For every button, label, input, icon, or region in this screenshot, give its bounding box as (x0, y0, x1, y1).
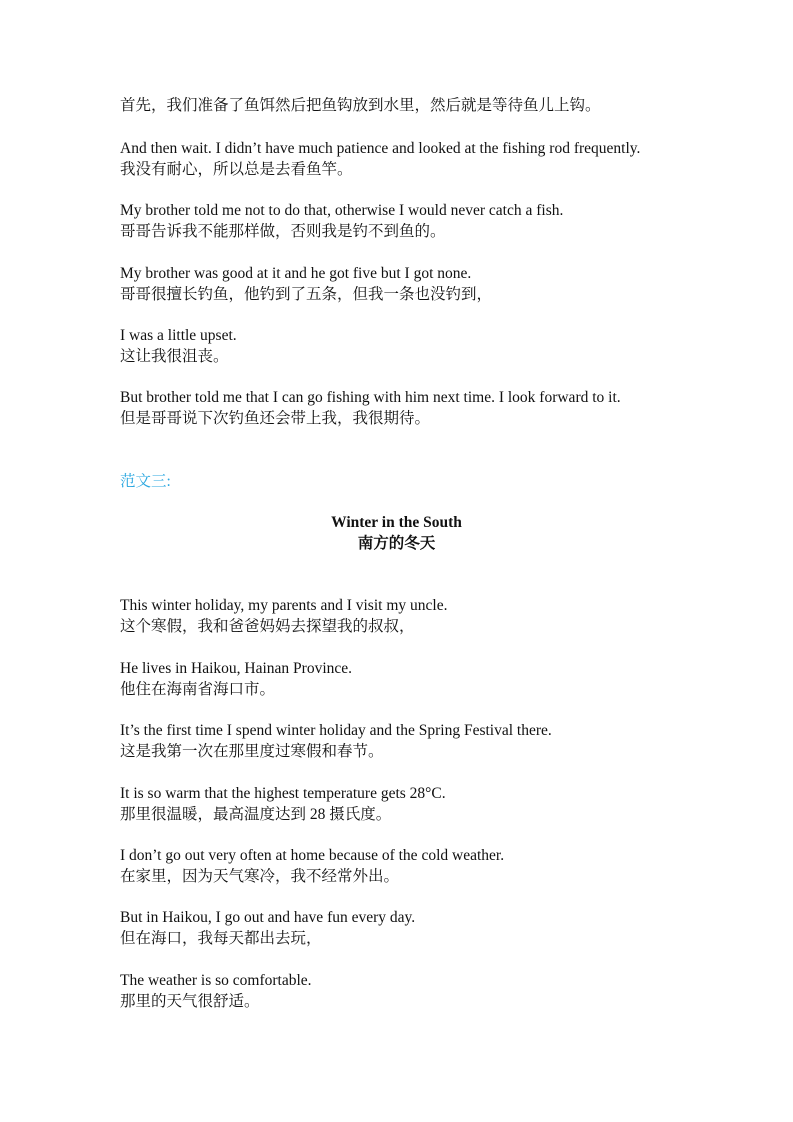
paragraph-zh: 这是我第一次在那里度过寒假和春节。 (120, 743, 384, 760)
paragraph-en: This winter holiday, my parents and I visit my uncle. (120, 597, 448, 614)
paragraph-zh: 但是哥哥说下次钓鱼还会带上我，我很期待。 (120, 410, 431, 427)
paragraph-zh: 哥哥告诉我不能那样做，否则我是钓不到鱼的。 (120, 223, 446, 240)
paragraph-en: It is so warm that the highest temperature gets 28°C. (120, 785, 446, 802)
paragraph-zh: 哥哥很擅长钓鱼，他钓到了五条，但我一条也没钓到， (120, 286, 493, 303)
paragraph-zh: 这让我很沮丧。 (120, 348, 229, 365)
paragraph-en: My brother told me not to do that, otherwise I would never catch a fish. (120, 202, 564, 219)
paragraph-zh: 这个寒假，我和爸爸妈妈去探望我的叔叔， (120, 618, 415, 635)
intro-zh: 首先，我们准备了鱼饵然后把鱼钩放到水里，然后就是等待鱼儿上钩。 (120, 97, 601, 114)
paragraph-en: But brother told me that I can go fishing with him next time. I look forward to it. (120, 389, 621, 406)
paragraph-en: I don’t go out very often at home because of the cold weather. (120, 847, 505, 864)
paragraph-zh: 但在海口，我每天都出去玩， (120, 930, 322, 947)
essay-title-en: Winter in the South (331, 514, 462, 531)
paragraph-zh: 我没有耐心，所以总是去看鱼竿。 (120, 161, 353, 178)
paragraph-zh: 他住在海南省海口市。 (120, 681, 276, 698)
paragraph-en: My brother was good at it and he got five but I got none. (120, 265, 472, 282)
paragraph-en: And then wait. I didn’t have much patience and looked at the fishing rod frequently. (120, 140, 641, 157)
paragraph-zh: 那里很温暖，最高温度达到 28 摄氏度。 (120, 806, 392, 823)
paragraph-en: I was a little upset. (120, 327, 237, 344)
paragraph-zh: 那里的天气很舒适。 (120, 993, 260, 1010)
essay-title-zh: 南方的冬天 (357, 535, 436, 552)
paragraph-en: The weather is so comfortable. (120, 972, 312, 989)
paragraph-en: He lives in Haikou, Hainan Province. (120, 660, 353, 677)
section-label: 范文三: (120, 473, 171, 490)
paragraph-en: But in Haikou, I go out and have fun every day. (120, 909, 416, 926)
paragraph-en: It’s the first time I spend winter holiday and the Spring Festival there. (120, 722, 552, 739)
paragraph-zh: 在家里，因为天气寒冷，我不经常外出。 (120, 868, 400, 885)
